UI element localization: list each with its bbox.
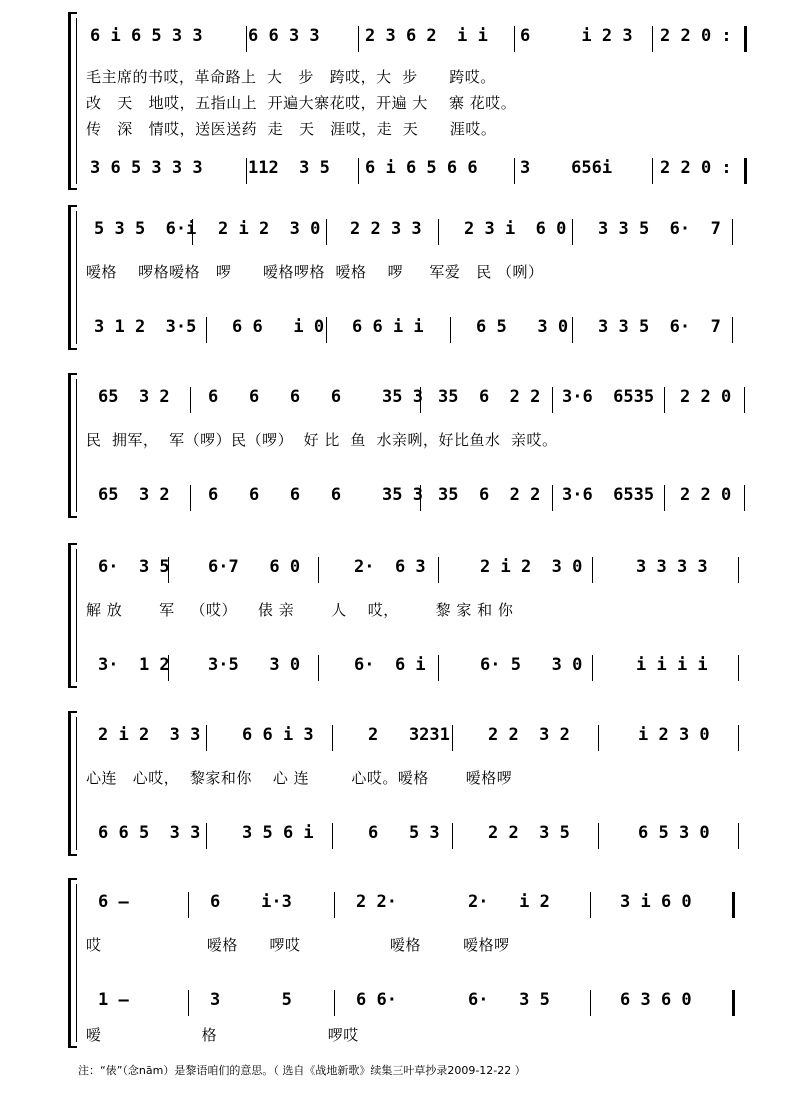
measure: 6 i 6 5 6 6 bbox=[365, 158, 478, 178]
upper-voice bbox=[90, 26, 746, 50]
measure: 2 2 3 2 bbox=[488, 725, 570, 745]
measure: 2 2 0 : bbox=[660, 26, 732, 46]
lower-voice bbox=[90, 158, 746, 182]
measure: 2 2 3 3 bbox=[350, 219, 422, 239]
measure: 3 3 5 6· 7 bbox=[598, 219, 721, 239]
upper-voice bbox=[90, 387, 746, 411]
measure: 2 3 6 2 i i bbox=[365, 26, 488, 46]
lyric-line: 改 天 地哎，五指山上 开遍大寨花哎，开遍 大 寨 花哎。 bbox=[86, 94, 517, 112]
measure: 6 6 3 3 bbox=[248, 26, 320, 46]
system-6 bbox=[68, 878, 758, 1048]
measure: 3 5 bbox=[210, 990, 292, 1010]
footnote: 注：“俵”（念nām）是黎语咱们的意思。（ 选自《战地新歌》续集三叶草抄录2009-12-22 ） bbox=[78, 1064, 526, 1077]
measure: 2 2 0 bbox=[680, 485, 732, 505]
measure: 6 5 3 0 bbox=[638, 823, 710, 843]
system-line bbox=[76, 379, 77, 512]
lower-voice bbox=[90, 485, 746, 509]
measure: 3 1 2 3·5 bbox=[94, 317, 197, 337]
measure: 3·6 6535 bbox=[562, 387, 655, 407]
system-line bbox=[76, 549, 77, 682]
upper-voice bbox=[90, 219, 746, 243]
measure: 2· i 2 bbox=[468, 892, 550, 912]
measure: 2· 6 3 bbox=[354, 557, 426, 577]
measure: i i i i bbox=[636, 655, 708, 675]
measure: 6 i 2 3 bbox=[520, 26, 633, 46]
measure: 5 3 5 6·i bbox=[94, 219, 197, 239]
measure: 6 6 i 0 bbox=[232, 317, 325, 337]
measure: 112 3 5 bbox=[248, 158, 330, 178]
measure: 6 6 i 3 bbox=[242, 725, 314, 745]
measure: 2 2· bbox=[356, 892, 397, 912]
measure: 6 6 6 6 35 3 bbox=[208, 387, 423, 407]
lyric-line: 嗳 格 啰哎 bbox=[86, 1026, 359, 1044]
measure: 6 6 6 6 35 3 bbox=[208, 485, 423, 505]
measure: 2 2 0 bbox=[680, 387, 732, 407]
measure: 6· 5 3 0 bbox=[480, 655, 583, 675]
measure: i 2 3 0 bbox=[638, 725, 710, 745]
system-line bbox=[76, 18, 77, 184]
measure: 3 i 6 0 bbox=[620, 892, 692, 912]
measure: 2 2 3 5 bbox=[488, 823, 570, 843]
lyric-line: 毛主席的书哎，革命路上 大 步 跨哎，大 步 跨哎。 bbox=[86, 68, 496, 86]
lyric-line: 心连 心哎， 黎家和你 心 连 心哎。嗳格 嗳格啰 bbox=[86, 769, 513, 787]
system-2 bbox=[68, 205, 758, 350]
lower-voice bbox=[90, 655, 746, 679]
measure: 2 3 i 6 0 bbox=[464, 219, 567, 239]
measure: 35 6 2 2 bbox=[438, 485, 541, 505]
lower-voice bbox=[90, 317, 746, 341]
measure: 3 3 5 6· 7 bbox=[598, 317, 721, 337]
measure: 3·5 3 0 bbox=[208, 655, 301, 675]
measure: 6· 6 i bbox=[354, 655, 426, 675]
system-line bbox=[76, 884, 77, 1042]
measure: 3 5 6 i bbox=[242, 823, 314, 843]
system-1 bbox=[68, 12, 758, 190]
measure: 6 i 6 5 3 3 bbox=[90, 26, 203, 46]
system-3 bbox=[68, 373, 758, 518]
measure: 35 6 2 2 bbox=[438, 387, 541, 407]
measure: 65 3 2 bbox=[98, 387, 170, 407]
measure: 6· 3 5 bbox=[98, 557, 170, 577]
system-line bbox=[76, 717, 77, 850]
measure: 6 5 3 bbox=[368, 823, 440, 843]
measure: 6 i·3 bbox=[210, 892, 292, 912]
measure: 2 i 2 3 0 bbox=[218, 219, 321, 239]
measure: 6 5 3 0 bbox=[476, 317, 569, 337]
measure: 2 i 2 3 3 bbox=[98, 725, 201, 745]
lyric-line: 嗳格 啰格嗳格 啰 嗳格啰格 嗳格 啰 军爱 民 （咧） bbox=[86, 263, 544, 281]
upper-voice bbox=[90, 557, 746, 581]
measure: 65 3 2 bbox=[98, 485, 170, 505]
measure: 2 2 0 : bbox=[660, 158, 732, 178]
measure: 6 — bbox=[98, 892, 129, 912]
lyric-line: 传 深 情哎，送医送药 走 天 涯哎，走 天 涯哎。 bbox=[86, 120, 497, 138]
measure: 6 6 i i bbox=[352, 317, 424, 337]
measure: 6 3 6 0 bbox=[620, 990, 692, 1010]
measure: 3 3 3 3 bbox=[636, 557, 708, 577]
measure: 2 3231 bbox=[368, 725, 450, 745]
measure: 6·7 6 0 bbox=[208, 557, 301, 577]
lower-voice bbox=[90, 823, 746, 847]
measure: 2 i 2 3 0 bbox=[480, 557, 583, 577]
system-4 bbox=[68, 543, 758, 688]
lyric-line: 哎 嗳格 啰哎 嗳格 嗳格啰 bbox=[86, 936, 510, 954]
measure: 3 656i bbox=[520, 158, 613, 178]
measure: 3·6 6535 bbox=[562, 485, 655, 505]
measure: 3· 1 2 bbox=[98, 655, 170, 675]
lyric-line: 解 放 军 （哎） 俵 亲 人 哎， 黎 家 和 你 bbox=[86, 601, 514, 619]
measure: 6 6 5 3 3 bbox=[98, 823, 201, 843]
measure: 1 — bbox=[98, 990, 129, 1010]
measure: 3 6 5 3 3 3 bbox=[90, 158, 203, 178]
measure: 6· 3 5 bbox=[468, 990, 550, 1010]
system-line bbox=[76, 211, 77, 344]
system-5 bbox=[68, 711, 758, 856]
upper-voice bbox=[90, 725, 746, 749]
lyric-line: 民 拥军， 军（啰）民（啰） 好 比 鱼 水亲咧，好比鱼水 亲哎。 bbox=[86, 431, 558, 449]
measure: 6 6· bbox=[356, 990, 397, 1010]
